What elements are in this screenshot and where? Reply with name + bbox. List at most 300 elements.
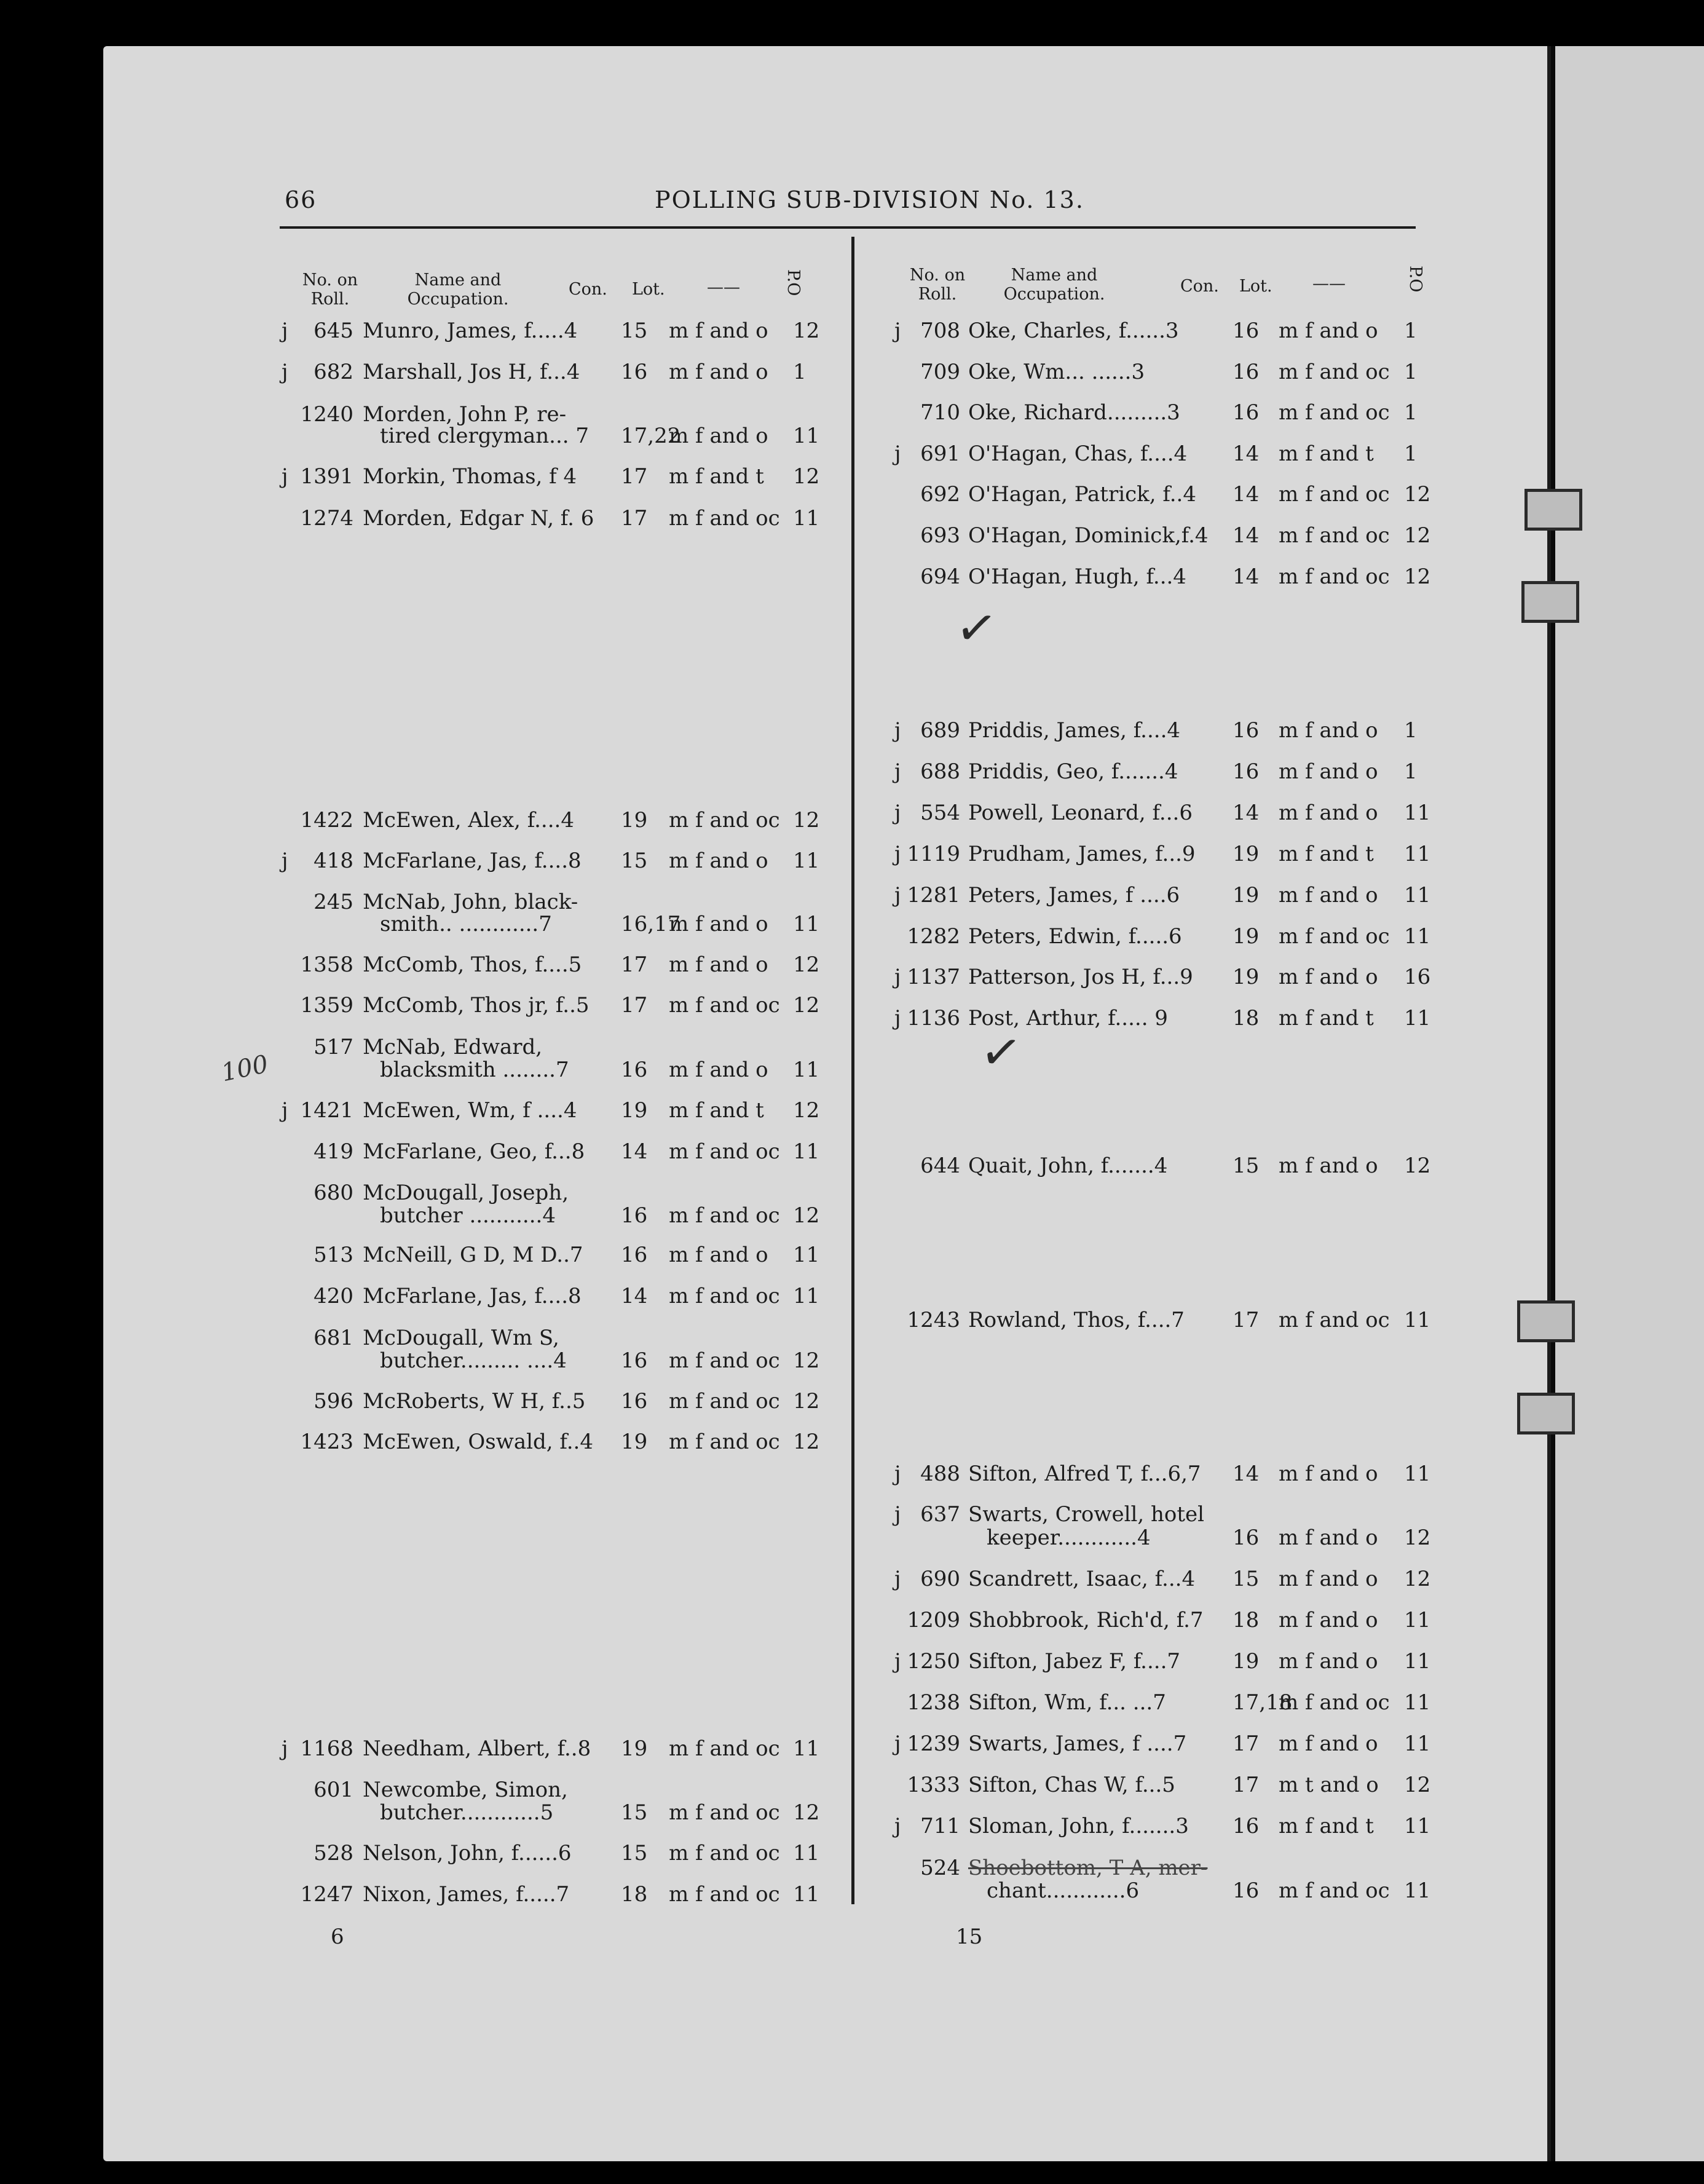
voter-status: m f and oc [1279, 1690, 1390, 1715]
col-header-con: Con. [569, 280, 607, 299]
lot-number: 16 [621, 1243, 648, 1267]
binding-tab [1517, 1393, 1575, 1434]
post-office-number: 1 [1404, 718, 1418, 743]
voter-status: m f and t [1279, 441, 1374, 466]
voter-status: m f and o [669, 360, 768, 384]
lot-number: 15 [1233, 1153, 1260, 1178]
roll-number: 418 [314, 849, 353, 873]
roll-number: 711 [920, 1814, 960, 1838]
voter-status: m f and o [1279, 1649, 1378, 1674]
voter-name-occupation-con: Swarts, Crowell, hotel [968, 1502, 1204, 1527]
voter-name-occupation-con: Post, Arthur, f..... 9 [968, 1006, 1168, 1031]
lot-number: 19 [1233, 1649, 1260, 1674]
post-office-number: 11 [793, 1882, 820, 1907]
voter-status: m f and oc [1279, 482, 1390, 507]
roll-number: 709 [920, 360, 960, 384]
voter-name-occupation-con: Sloman, John, f.......3 [968, 1814, 1189, 1838]
post-office-number: 11 [1404, 1731, 1431, 1756]
voter-name-occupation-con: Priddis, Geo, f.......4 [968, 759, 1178, 784]
post-office-number: 12 [1404, 1153, 1431, 1178]
post-office-number: 12 [793, 1800, 820, 1825]
roll-number: 690 [920, 1567, 960, 1591]
voter-name-occupation-con: Peters, Edwin, f.....6 [968, 924, 1182, 949]
j-marker: j [282, 1098, 288, 1123]
page-title: POLLING SUB-DIVISION No. 13. [655, 186, 1084, 213]
voter-name-occupation-con: Powell, Leonard, f...6 [968, 801, 1193, 825]
roll-number: 644 [920, 1153, 960, 1178]
voter-name-occupation-con: Swarts, James, f ....7 [968, 1731, 1187, 1756]
j-marker: j [282, 318, 288, 343]
voter-status: m f and o [669, 1058, 768, 1082]
voter-name-occupation-con: Shoebottom, T A, mer- [968, 1856, 1208, 1880]
voter-status: m t and o [1279, 1773, 1379, 1797]
lot-number: 16 [1233, 1525, 1260, 1550]
j-marker: j [894, 318, 901, 343]
roll-number: 693 [920, 523, 960, 548]
lot-number: 17,22 [621, 424, 681, 448]
check-mark: ✓ [976, 1021, 1026, 1084]
j-marker: j [282, 360, 288, 384]
post-office-number: 1 [1404, 759, 1418, 784]
voter-name-occupation-con: McEwen, Oswald, f..4 [363, 1430, 593, 1454]
voter-status: m f and o [1279, 759, 1378, 784]
lot-number: 15 [621, 1841, 648, 1866]
voter-status: m f and oc [1279, 1308, 1390, 1332]
lot-number: 16 [621, 1348, 648, 1373]
voter-status: m f and oc [1279, 924, 1390, 949]
j-marker: j [282, 849, 288, 873]
lot-number: 17 [621, 464, 648, 489]
roll-number: 1423 [300, 1430, 353, 1454]
voter-name-occupation-con: butcher ...........4 [380, 1203, 556, 1228]
roll-number: 419 [314, 1139, 353, 1164]
roll-number: 1274 [300, 506, 353, 531]
lot-number: 16 [1233, 1814, 1260, 1838]
post-office-number: 12 [793, 1348, 820, 1373]
post-office-number: 11 [793, 1139, 820, 1164]
voter-name-occupation-con: tired clergyman... 7 [380, 424, 590, 448]
voter-name-occupation-con: O'Hagan, Patrick, f..4 [968, 482, 1196, 507]
roll-number: 1359 [300, 993, 353, 1018]
lot-number: 15 [1233, 1567, 1260, 1591]
voter-name-occupation-con: chant............6 [987, 1878, 1140, 1903]
roll-number: 681 [314, 1326, 353, 1350]
post-office-number: 11 [1404, 924, 1431, 949]
voter-status: m f and t [1279, 842, 1374, 866]
post-office-number: 16 [1404, 965, 1431, 989]
voter-status: m f and oc [1279, 523, 1390, 548]
lot-number: 18 [621, 1882, 648, 1907]
margin-note: 100 [219, 1050, 271, 1088]
voter-name-occupation-con: Prudham, James, f...9 [968, 842, 1196, 866]
voter-name-occupation-con: O'Hagan, Hugh, f...4 [968, 564, 1186, 589]
voter-status: m f and o [1279, 1462, 1378, 1486]
roll-number: 1282 [907, 924, 960, 949]
voter-status: m f and o [1279, 318, 1378, 343]
j-marker: j [894, 759, 901, 784]
lot-number: 19 [1233, 924, 1260, 949]
post-office-number: 11 [1404, 842, 1431, 866]
voter-name-occupation-con: Munro, James, f.....4 [363, 318, 578, 343]
lot-number: 14 [1233, 564, 1260, 589]
voter-name-occupation-con: Nelson, John, f......6 [363, 1841, 572, 1866]
j-marker: j [894, 965, 901, 989]
roll-number: 1250 [907, 1649, 960, 1674]
col-header-con: Con. [1180, 277, 1219, 296]
lot-number: 16 [621, 360, 648, 384]
roll-number: 645 [314, 318, 353, 343]
voter-name-occupation-con: McComb, Thos jr, f..5 [363, 993, 590, 1018]
post-office-number: 12 [793, 1430, 820, 1454]
j-marker: j [894, 1567, 901, 1591]
voter-name-occupation-con: McDougall, Wm S, [363, 1326, 559, 1350]
voter-name-occupation-con: Morkin, Thomas, f 4 [363, 464, 577, 489]
adjacent-page-edge [1555, 46, 1704, 2161]
lot-number: 14 [1233, 482, 1260, 507]
post-office-number: 11 [793, 1284, 820, 1308]
lot-number: 19 [621, 1098, 648, 1123]
check-mark: ✓ [952, 596, 1001, 660]
col-header-name: Name and Occupation. [407, 271, 509, 309]
voter-name-occupation-con: blacksmith ........7 [380, 1058, 569, 1082]
post-office-number: 11 [1404, 1690, 1431, 1715]
voter-name-occupation-con: O'Hagan, Chas, f....4 [968, 441, 1188, 466]
roll-number: 528 [314, 1841, 353, 1866]
post-office-number: 12 [793, 1389, 820, 1414]
roll-number: 691 [920, 441, 960, 466]
voter-status: m f and oc [669, 506, 780, 531]
post-office-number: 12 [793, 1203, 820, 1228]
post-office-number: 12 [793, 952, 820, 977]
col-header-roll: No. on Roll. [909, 266, 966, 304]
j-marker: j [894, 883, 901, 908]
voter-name-occupation-con: O'Hagan, Dominick,f.4 [968, 523, 1209, 548]
post-office-number: 12 [1404, 1525, 1431, 1550]
binding-tab [1521, 581, 1579, 623]
lot-number: 17 [621, 993, 648, 1018]
roll-number: 1240 [300, 402, 353, 427]
voter-name-occupation-con: Patterson, Jos H, f...9 [968, 965, 1193, 989]
post-office-number: 1 [793, 360, 807, 384]
column-divider [851, 237, 854, 1904]
voter-status: m f and o [1279, 1608, 1378, 1632]
j-marker: j [894, 718, 901, 743]
voter-name-occupation-con: McEwen, Alex, f....4 [363, 808, 574, 833]
voter-status: m f and o [1279, 718, 1378, 743]
roll-number: 708 [920, 318, 960, 343]
voter-name-occupation-con: McDougall, Joseph, [363, 1181, 569, 1205]
post-office-number: 1 [1404, 360, 1418, 384]
j-marker: j [894, 1814, 901, 1838]
voter-status: m f and o [669, 424, 768, 448]
j-marker: j [894, 1649, 901, 1674]
voter-name-occupation-con: McRoberts, W H, f..5 [363, 1389, 586, 1414]
voter-name-occupation-con: Sifton, Jabez F, f....7 [968, 1649, 1181, 1674]
voter-name-occupation-con: Morden, Edgar N, f. 6 [363, 506, 594, 531]
post-office-number: 11 [793, 424, 820, 448]
header-rule [280, 226, 1416, 229]
voter-status: m f and oc [669, 1203, 780, 1228]
page-number: 66 [285, 186, 317, 213]
roll-number: 513 [314, 1243, 353, 1267]
lot-number: 17 [1233, 1308, 1260, 1332]
voter-status: m f and oc [669, 1882, 780, 1907]
voter-name-occupation-con: Peters, James, f ....6 [968, 883, 1180, 908]
lot-number: 14 [1233, 1462, 1260, 1486]
voter-status: m f and oc [669, 1284, 780, 1308]
col-header-dash: —— [1312, 274, 1346, 293]
post-office-number: 11 [1404, 1878, 1431, 1903]
post-office-number: 12 [1404, 523, 1431, 548]
voter-name-occupation-con: butcher......... ....4 [380, 1348, 567, 1373]
post-office-number: 12 [793, 993, 820, 1018]
lot-number: 19 [621, 1736, 648, 1761]
col-header-roll: No. on Roll. [302, 271, 358, 309]
post-office-number: 12 [1404, 1567, 1431, 1591]
lot-number: 16 [1233, 759, 1260, 784]
roll-number: 1136 [907, 1006, 960, 1031]
j-marker: j [282, 464, 288, 489]
lot-number: 17 [1233, 1731, 1260, 1756]
lot-number: 16 [1233, 318, 1260, 343]
post-office-number: 11 [793, 1841, 820, 1866]
roll-number: 1281 [907, 883, 960, 908]
post-office-number: 11 [793, 1243, 820, 1267]
lot-number: 16 [1233, 360, 1260, 384]
roll-number: 517 [314, 1035, 353, 1059]
left-footer-count: 6 [331, 1925, 344, 1949]
lot-number: 19 [621, 808, 648, 833]
voter-name-occupation-con: smith.. ............7 [380, 912, 552, 936]
voter-status: m f and oc [669, 993, 780, 1018]
roll-number: 1333 [907, 1773, 960, 1797]
lot-number: 19 [1233, 842, 1260, 866]
post-office-number: 12 [1404, 564, 1431, 589]
roll-number: 1247 [300, 1882, 353, 1907]
roll-number: 1137 [907, 965, 960, 989]
voter-name-occupation-con: Oke, Charles, f......3 [968, 318, 1179, 343]
voter-name-occupation-con: McFarlane, Geo, f...8 [363, 1139, 585, 1164]
j-marker: j [894, 1462, 901, 1486]
post-office-number: 12 [793, 1098, 820, 1123]
voter-name-occupation-con: butcher............5 [380, 1800, 554, 1825]
voter-status: m f and oc [669, 1800, 780, 1825]
col-header-lot: Lot. [632, 280, 665, 299]
lot-number: 14 [621, 1284, 648, 1308]
voter-status: m f and oc [669, 1736, 780, 1761]
lot-number: 14 [621, 1139, 648, 1164]
voter-name-occupation-con: keeper............4 [987, 1525, 1151, 1550]
post-office-number: 12 [793, 808, 820, 833]
lot-number: 18 [1233, 1006, 1260, 1031]
lot-number: 16 [621, 1058, 648, 1082]
lot-number: 17,18 [1233, 1690, 1293, 1715]
voter-name-occupation-con: Rowland, Thos, f....7 [968, 1308, 1185, 1332]
voter-status: m f and o [669, 912, 768, 936]
post-office-number: 11 [1404, 1462, 1431, 1486]
lot-number: 19 [1233, 965, 1260, 989]
lot-number: 15 [621, 1800, 648, 1825]
roll-number: 692 [920, 482, 960, 507]
roll-number: 1391 [300, 464, 353, 489]
roll-number: 1239 [907, 1731, 960, 1756]
roll-number: 488 [920, 1462, 960, 1486]
lot-number: 15 [621, 849, 648, 873]
voter-status: m f and oc [669, 808, 780, 833]
voter-status: m f and o [1279, 1567, 1378, 1591]
roll-number: 1119 [907, 842, 960, 866]
voter-status: m f and o [669, 1243, 768, 1267]
lot-number: 16,17 [621, 912, 681, 936]
roll-number: 1421 [300, 1098, 353, 1123]
lot-number: 17 [621, 506, 648, 531]
voter-name-occupation-con: McEwen, Wm, f ....4 [363, 1098, 577, 1123]
roll-number: 601 [314, 1778, 353, 1802]
roll-number: 710 [920, 400, 960, 425]
col-header-dash: —— [707, 278, 740, 297]
j-marker: j [894, 842, 901, 866]
post-office-number: 11 [1404, 801, 1431, 825]
roll-number: 637 [920, 1502, 960, 1527]
roll-number: 688 [920, 759, 960, 784]
voter-status: m f and o [669, 849, 768, 873]
post-office-number: 11 [793, 1058, 820, 1082]
lot-number: 19 [1233, 883, 1260, 908]
lot-number: 14 [1233, 801, 1260, 825]
voter-name-occupation-con: Oke, Richard.........3 [968, 400, 1180, 425]
j-marker: j [894, 441, 901, 466]
post-office-number: 11 [1404, 1006, 1431, 1031]
voter-status: m f and oc [669, 1389, 780, 1414]
voter-name-occupation-con: Sifton, Chas W, f...5 [968, 1773, 1175, 1797]
j-marker: j [894, 1502, 901, 1527]
right-footer-count: 15 [956, 1925, 983, 1949]
roll-number: 1422 [300, 808, 353, 833]
roll-number: 1209 [907, 1608, 960, 1632]
post-office-number: 1 [1404, 318, 1418, 343]
lot-number: 19 [621, 1430, 648, 1454]
post-office-number: 11 [793, 912, 820, 936]
voter-status: m f and o [1279, 1153, 1378, 1178]
post-office-number: 11 [1404, 1608, 1431, 1632]
voter-status: m f and oc [1279, 1878, 1390, 1903]
voter-name-occupation-con: Scandrett, Isaac, f...4 [968, 1567, 1196, 1591]
col-header-name: Name and Occupation. [1003, 266, 1105, 304]
post-office-number: 11 [793, 849, 820, 873]
post-office-number: 12 [1404, 1773, 1431, 1797]
post-office-number: 11 [1404, 1814, 1431, 1838]
voter-name-occupation-con: McFarlane, Jas, f....8 [363, 1284, 582, 1308]
voter-name-occupation-con: Nixon, James, f.....7 [363, 1882, 570, 1907]
voter-name-occupation-con: McNab, John, black- [363, 890, 578, 914]
voter-status: m f and oc [669, 1841, 780, 1866]
roll-number: 245 [314, 890, 353, 914]
voter-name-occupation-con: Morden, John P, re- [363, 402, 567, 427]
roll-number: 554 [920, 801, 960, 825]
col-header-lot: Lot. [1239, 277, 1272, 296]
roll-number: 524 [920, 1856, 960, 1880]
voter-status: m f and oc [669, 1139, 780, 1164]
roll-number: 682 [314, 360, 353, 384]
voter-status: m f and o [1279, 801, 1378, 825]
lot-number: 17 [621, 952, 648, 977]
voter-status: m f and o [1279, 1731, 1378, 1756]
col-header-po: P.O [1406, 266, 1425, 293]
j-marker: j [282, 1736, 288, 1761]
lot-number: 14 [1233, 441, 1260, 466]
roll-number: 1243 [907, 1308, 960, 1332]
col-header-po: P.O [784, 269, 803, 296]
voter-name-occupation-con: McComb, Thos, f....5 [363, 952, 582, 977]
voter-name-occupation-con: McNab, Edward, [363, 1035, 543, 1059]
voter-status: m f and t [1279, 1814, 1374, 1838]
lot-number: 17 [1233, 1773, 1260, 1797]
roll-number: 680 [314, 1181, 353, 1205]
voter-status: m f and oc [1279, 360, 1390, 384]
roll-number: 420 [314, 1284, 353, 1308]
voter-name-occupation-con: Sifton, Alfred T, f...6,7 [968, 1462, 1201, 1486]
voter-name-occupation-con: McNeill, G D, M D..7 [363, 1243, 583, 1267]
roll-number: 1358 [300, 952, 353, 977]
roll-number: 689 [920, 718, 960, 743]
voter-name-occupation-con: Oke, Wm... ......3 [968, 360, 1145, 384]
post-office-number: 12 [793, 464, 820, 489]
roll-number: 694 [920, 564, 960, 589]
j-marker: j [894, 801, 901, 825]
lot-number: 16 [1233, 718, 1260, 743]
voter-status: m f and t [669, 1098, 764, 1123]
voter-status: m f and t [1279, 1006, 1374, 1031]
roll-number: 1168 [300, 1736, 353, 1761]
lot-number: 18 [1233, 1608, 1260, 1632]
voter-status: m f and oc [1279, 564, 1390, 589]
voter-name-occupation-con: Marshall, Jos H, f...4 [363, 360, 580, 384]
post-office-number: 1 [1404, 400, 1418, 425]
voter-status: m f and oc [1279, 400, 1390, 425]
voter-name-occupation-con: Priddis, James, f....4 [968, 718, 1181, 743]
post-office-number: 11 [1404, 883, 1431, 908]
voter-status: m f and oc [669, 1348, 780, 1373]
post-office-number: 12 [793, 318, 820, 343]
post-office-number: 11 [1404, 1649, 1431, 1674]
voter-status: m f and o [669, 318, 768, 343]
voter-name-occupation-con: Shobbrook, Rich'd, f.7 [968, 1608, 1204, 1632]
binding-tab [1525, 489, 1582, 531]
lot-number: 14 [1233, 523, 1260, 548]
post-office-number: 11 [793, 506, 820, 531]
post-office-number: 12 [1404, 482, 1431, 507]
voter-status: m f and o [1279, 883, 1378, 908]
post-office-number: 1 [1404, 441, 1418, 466]
voter-name-occupation-con: Newcombe, Simon, [363, 1778, 568, 1802]
voter-name-occupation-con: Needham, Albert, f..8 [363, 1736, 591, 1761]
voter-status: m f and o [1279, 965, 1378, 989]
post-office-number: 11 [793, 1736, 820, 1761]
voter-name-occupation-con: McFarlane, Jas, f....8 [363, 849, 582, 873]
roll-number: 596 [314, 1389, 353, 1414]
lot-number: 15 [621, 318, 648, 343]
binding-tab [1517, 1300, 1575, 1342]
lot-number: 16 [1233, 1878, 1260, 1903]
lot-number: 16 [1233, 400, 1260, 425]
j-marker: j [894, 1006, 901, 1031]
lot-number: 16 [621, 1389, 648, 1414]
j-marker: j [894, 1731, 901, 1756]
voter-name-occupation-con: Quait, John, f.......4 [968, 1153, 1168, 1178]
voter-status: m f and oc [669, 1430, 780, 1454]
voter-status: m f and o [669, 952, 768, 977]
voter-status: m f and t [669, 464, 764, 489]
